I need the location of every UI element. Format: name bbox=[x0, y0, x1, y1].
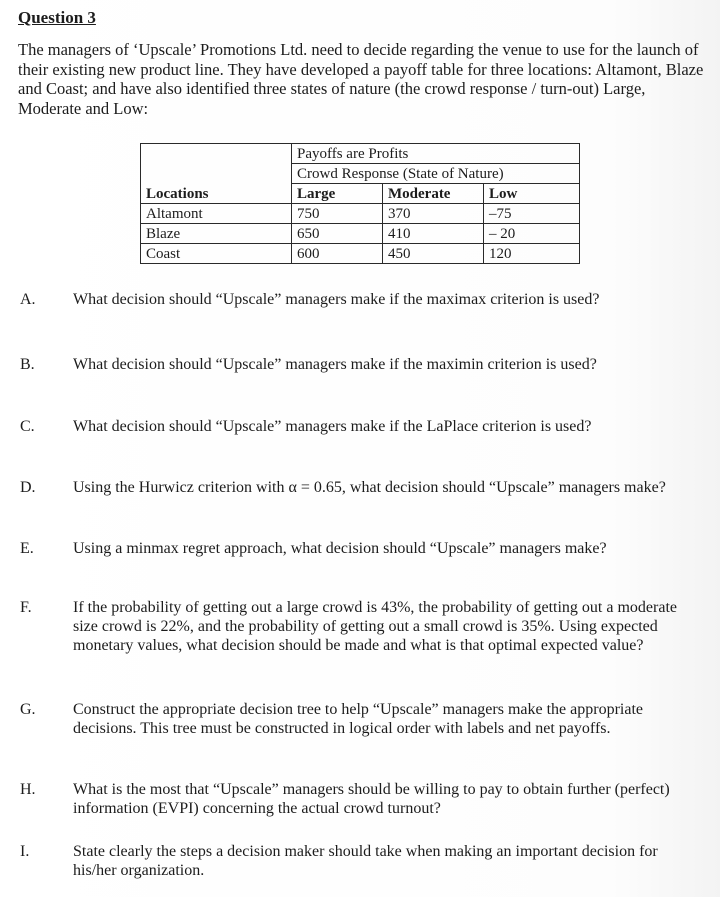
table-caption-row bbox=[141, 144, 580, 164]
table-cell: Altamont bbox=[141, 204, 292, 224]
table-header-cell: Low bbox=[484, 184, 580, 204]
table-cell: 750 bbox=[292, 204, 383, 224]
question-text: Construct the appropriate decision tree to help “Upscale” managers make the appropriate decisions. This tree must be constructed in logical order with labels and net payoffs. bbox=[73, 701, 643, 737]
question-heading: Question 3 bbox=[18, 8, 96, 27]
question-letter: C. bbox=[20, 418, 35, 435]
question-text: What decision should “Upscale” managers make if the maximin criterion is used? bbox=[73, 356, 597, 373]
table-header-cell: Large bbox=[292, 184, 383, 204]
question-text: If the probability of getting out a large crowd is 43%, the probability of getting out a moderate size crowd is 22%, and the probability of getting out a small crowd is 35%. Using expected monetary values, what decision should be made and what is that optimal expected value? bbox=[73, 599, 677, 654]
table-cell: 450 bbox=[383, 244, 484, 264]
table-cell: Blaze bbox=[141, 224, 292, 244]
payoff-table bbox=[140, 143, 580, 264]
table-cell: Coast bbox=[141, 244, 292, 264]
question-text: Using a minmax regret approach, what decision should “Upscale” managers make? bbox=[73, 540, 607, 557]
intro-paragraph: The managers of ‘Upscale’ Promotions Ltd. need to decide regarding the venue to use for the launch of their existing new product line. They have developed a payoff table for three locations: Altamont, Blaze and Coast; and have also identified three states of nature (the crowd response / turn-out) Large, Moderate and Low: bbox=[18, 40, 704, 118]
question-letter: F. bbox=[20, 599, 32, 616]
question-text: What is the most that “Upscale” managers should be willing to pay to obtain further (perfect) information (EVPI) concerning the actual crowd turnout? bbox=[73, 781, 670, 817]
table-cell: 370 bbox=[383, 204, 484, 224]
question-letter: E. bbox=[20, 540, 34, 557]
table-cell: – 20 bbox=[484, 224, 580, 244]
table-blank-cell bbox=[141, 164, 292, 184]
question-text: What decision should “Upscale” managers make if the LaPlace criterion is used? bbox=[73, 418, 592, 435]
question-letter: B. bbox=[20, 356, 35, 373]
table-row bbox=[141, 244, 580, 264]
table-cell: 600 bbox=[292, 244, 383, 264]
table-row bbox=[141, 224, 580, 244]
table-row bbox=[141, 204, 580, 224]
table-blank-cell bbox=[141, 144, 292, 164]
table-cell: 650 bbox=[292, 224, 383, 244]
question-letter: A. bbox=[20, 291, 36, 308]
table-caption-row bbox=[141, 164, 580, 184]
table-subcaption: Crowd Response (State of Nature) bbox=[292, 164, 580, 184]
table-header-cell: Locations bbox=[141, 184, 292, 204]
table-cell: 410 bbox=[383, 224, 484, 244]
question-letter: H. bbox=[20, 781, 36, 798]
table-cell: –75 bbox=[484, 204, 580, 224]
question-text: State clearly the steps a decision maker should take when making an important decision for his/her organization. bbox=[73, 843, 658, 879]
question-letter: D. bbox=[20, 479, 36, 496]
table-caption: Payoffs are Profits bbox=[292, 144, 580, 164]
question-letter: I. bbox=[20, 843, 30, 860]
table-header-cell: Moderate bbox=[383, 184, 484, 204]
table-cell: 120 bbox=[484, 244, 580, 264]
table-header-row bbox=[141, 184, 580, 204]
question-text: What decision should “Upscale” managers make if the maximax criterion is used? bbox=[73, 291, 600, 308]
question-text: Using the Hurwicz criterion with α = 0.65, what decision should “Upscale” managers make? bbox=[73, 479, 666, 496]
question-letter: G. bbox=[20, 701, 36, 718]
